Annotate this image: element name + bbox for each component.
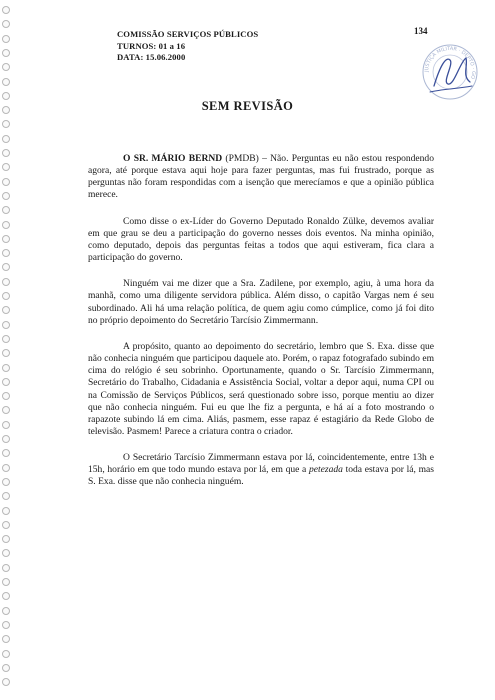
binding-hole [2, 292, 10, 300]
binding-hole [2, 378, 10, 386]
page-number: 134 [414, 26, 428, 36]
binding-hole [2, 650, 10, 658]
binding-hole [2, 178, 10, 186]
document-title: SEM REVISÃO [201, 99, 294, 113]
binding-hole [2, 206, 10, 214]
paragraph-5-emphasis: petezada [308, 464, 343, 476]
document-header [117, 29, 258, 64]
binding-hole [2, 507, 10, 515]
paragraph-5-text-a: O Secretário Tarcísio Zimmermann estava por lá, coincidentemente, entre 13h e 15h, horário em que todo mundo estava por lá, em que a [88, 452, 434, 476]
paragraph-2: Como disse o ex-Líder do Governo Deputado Ronaldo Zülke, devemos avaliar em que grau se deu a participação do governo nesses dois eventos. Na minha opinião, como deputado, depois das perguntas feitas a todos que aqui estiveram, fica clara a participação do governo. [88, 215, 434, 264]
binding-hole [2, 621, 10, 629]
binding-hole [2, 564, 10, 572]
binding-hole [2, 49, 10, 57]
binding-hole [2, 678, 10, 686]
header-date: DATA: 15.06.2000 [117, 52, 186, 62]
signature-mark [434, 58, 470, 86]
binding-hole [2, 78, 10, 86]
binding-hole [2, 478, 10, 486]
binding-hole [2, 321, 10, 329]
binding-hole [2, 20, 10, 28]
binding-hole [2, 263, 10, 271]
binding-hole [2, 364, 10, 372]
binding-hole [2, 449, 10, 457]
binding-hole [2, 492, 10, 500]
paragraph-4: A propósito, quanto ao depoimento do secretário, lembro que S. Exa. disse que não conhecia ninguém que participou daquele ato. Porém, o rapaz fotografado subindo em cima do relógio é seu sobrinho. Oportunamente, quando o Sr. Tarcísio Zimmermann, Secretário do Trabalho, Cidadania e Assistência Social, voltar a depor aqui, numa CPI ou na Comissão de Serviços Públicos, será questionado sobre isso, porque mentiu ao dizer que não conhecia ninguém. Fui eu que lhe fiz a pergunta, e há aí a foto mostrando o rapazote subindo lá em cima. Aliás, pasmem, esse rapaz é estagiário da Rede Globo de televisão. Pasmem! Parece a criatura contra o criador. [88, 340, 434, 437]
binding-hole [2, 278, 10, 286]
binding-hole [2, 235, 10, 243]
binding-hole [2, 6, 10, 14]
binding-hole [2, 63, 10, 71]
binding-hole [2, 406, 10, 414]
binding-hole [2, 392, 10, 400]
official-stamp-seal [420, 42, 480, 102]
paragraph-5 [88, 452, 434, 488]
paragraph-1-text: (PMDB) – Não. Perguntas eu não estou respondendo agora, até porque estava aqui hoje para fazer perguntas, mas fui frustrado, porque as perguntas não foram respondidas com a isenção que merecíamos e que a opinião pública merece. [88, 153, 434, 201]
binding-hole [2, 349, 10, 357]
document-body [88, 153, 434, 503]
binding-hole [2, 464, 10, 472]
seal-ring-text: JUSTIÇA MILITAR · DEPTO · GO [423, 45, 477, 80]
header-turns: TURNOS: 01 a 16 [117, 40, 186, 51]
paragraph-5-text-b: toda estava por lá, mas S. Exa. disse que não conhecia ninguém. [88, 464, 434, 488]
paragraph-3: Ninguém vai me dizer que a Sra. Zadilene, por exemplo, agiu, à uma hora da manhã, como uma diligente servidora pública. Além disso, o capitão Vargas nem é seu subordinado. Ali há uma relação política, de quem agiu como cúmplice, como já foi dito no próprio depoimento do Secretário Tarcísio Zimmermann. [88, 278, 434, 326]
binding-hole [2, 664, 10, 672]
binding-hole [2, 35, 10, 43]
signature-underline [430, 86, 472, 92]
binding-hole [2, 592, 10, 600]
svg-text:JUSTIÇA MILITAR · DEPTO · GO [424, 46, 476, 80]
binding-hole [2, 163, 10, 171]
binding-hole [2, 135, 10, 143]
binding-hole [2, 635, 10, 643]
binding-hole [2, 435, 10, 443]
binding-hole [2, 306, 10, 314]
binding-hole [2, 335, 10, 343]
binding-hole [2, 521, 10, 529]
paragraph-1 [88, 153, 434, 202]
binding-hole [2, 607, 10, 615]
binding-hole [2, 549, 10, 557]
binding-hole [2, 249, 10, 257]
speaker-name: O SR. MÁRIO BERND [123, 153, 223, 164]
binding-hole [2, 192, 10, 200]
binding-hole [2, 149, 10, 157]
header-commission: COMISSÃO SERVIÇOS PÚBLICOS [117, 29, 259, 39]
binding-hole [2, 578, 10, 586]
binding-hole [2, 421, 10, 429]
binding-hole [2, 535, 10, 543]
binding-hole [2, 221, 10, 229]
binding-hole [2, 120, 10, 128]
